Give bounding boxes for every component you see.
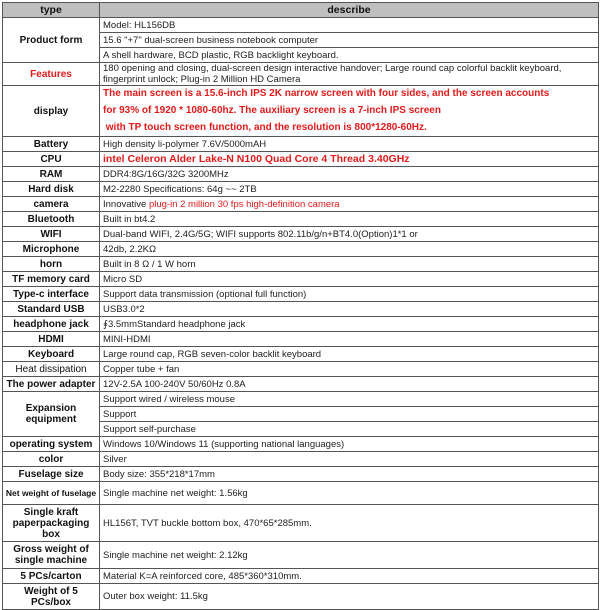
key-net-weight: Net weight of fuselage	[3, 482, 100, 505]
table-row	[3, 362, 599, 377]
table-row	[3, 212, 599, 227]
value-hdmi: MINI-HDMI	[100, 332, 599, 347]
display-line-3: with TP touch screen function, and the resolution is 800*1280-60Hz.	[103, 121, 427, 133]
value-microphone: 42db, 2.2KΩ	[100, 242, 599, 257]
value-expansion-3: Support self-purchase	[100, 422, 599, 437]
key-color: color	[3, 452, 100, 467]
table-row	[3, 227, 599, 242]
value-headphone: ∮3.5mmStandard headphone jack	[100, 317, 599, 332]
table-row	[3, 152, 599, 167]
key-adapter: The power adapter	[3, 377, 100, 392]
key-headphone: headphone jack	[3, 317, 100, 332]
value-cpu: intel Celeron Alder Lake-N N100 Quad Core 4 Thread 3.40GHz	[100, 152, 599, 167]
key-carton: 5 PCs/carton	[3, 569, 100, 584]
value-shell: A shell hardware, BCD plastic, RGB backlight keyboard.	[100, 48, 599, 63]
table-row	[3, 569, 599, 584]
display-line-1: The main screen is a 15.6-inch IPS 2K narrow screen with four sides, and the screen accounts	[103, 88, 550, 99]
value-adapter: 12V-2.5A 100-240V 50/60Hz 0.8A	[100, 377, 599, 392]
key-type-c: Type-c interface	[3, 287, 100, 302]
table-row	[3, 584, 599, 610]
value-fuselage-size: Body size: 355*218*17mm	[100, 467, 599, 482]
key-product-form: Product form	[3, 18, 100, 63]
spec-table	[2, 2, 599, 610]
key-horn: horn	[3, 257, 100, 272]
value-camera	[100, 197, 599, 212]
key-fuselage-size: Fuselage size	[3, 467, 100, 482]
key-camera: camera	[3, 197, 100, 212]
key-gross-weight: Gross weight of single machine	[3, 542, 100, 569]
value-battery: High density li-polymer 7.6V/5000mAH	[100, 137, 599, 152]
table-row	[3, 452, 599, 467]
value-carton: Material K=A reinforced core, 485*360*310mm.	[100, 569, 599, 584]
value-kraft-box: HL156T, TVT buckle bottom box, 470*65*285mm.	[100, 505, 599, 542]
header-row	[3, 3, 599, 18]
table-row	[3, 505, 599, 542]
value-display	[100, 86, 599, 137]
header-type: type	[3, 3, 100, 18]
display-line-2: for 93% of 1920 * 1080-60hz. The auxiliary screen is a 7-inch IPS screen	[103, 104, 441, 116]
key-keyboard: Keyboard	[3, 347, 100, 362]
table-row	[3, 332, 599, 347]
value-gross-weight: Single machine net weight: 2.12kg	[100, 542, 599, 569]
table-row	[3, 86, 599, 137]
key-tf-card: TF memory card	[3, 272, 100, 287]
table-row	[3, 63, 599, 86]
value-model: Model: HL156DB	[100, 18, 599, 33]
table-row	[3, 182, 599, 197]
value-expansion-2: Support	[100, 407, 599, 422]
camera-plain-text: Innovative	[103, 198, 149, 210]
value-keyboard: Large round cap, RGB seven-color backlit keyboard	[100, 347, 599, 362]
key-expansion: Expansion equipment	[3, 392, 100, 437]
key-hard-disk: Hard disk	[3, 182, 100, 197]
header-describe: describe	[100, 3, 599, 18]
table-row	[3, 242, 599, 257]
key-kraft-box: Single kraft paperpackaging box	[3, 505, 100, 542]
table-row	[3, 542, 599, 569]
table-row	[3, 317, 599, 332]
table-row	[3, 482, 599, 505]
key-ram: RAM	[3, 167, 100, 182]
value-type-c: Support data transmission (optional full function)	[100, 287, 599, 302]
value-wifi: Dual-band WIFI, 2.4G/5G; WIFI supports 802.11b/g/n+BT4.0(Option)1*1 or	[100, 227, 599, 242]
table-row	[3, 467, 599, 482]
value-color: Silver	[100, 452, 599, 467]
key-battery: Battery	[3, 137, 100, 152]
spec-sheet	[2, 2, 598, 608]
table-row	[3, 377, 599, 392]
value-horn: Built in 8 Ω / 1 W horn	[100, 257, 599, 272]
table-row	[3, 347, 599, 362]
value-expansion-1: Support wired / wireless mouse	[100, 392, 599, 407]
key-features: Features	[3, 63, 100, 86]
table-row	[3, 137, 599, 152]
key-box-weight: Weight of 5 PCs/box	[3, 584, 100, 610]
value-heat: Copper tube + fan	[100, 362, 599, 377]
table-row	[3, 167, 599, 182]
value-tf-card: Micro SD	[100, 272, 599, 287]
table-row	[3, 272, 599, 287]
value-bluetooth: Built in bt4.2	[100, 212, 599, 227]
key-hdmi: HDMI	[3, 332, 100, 347]
value-features: 180 opening and closing, dual-screen design interactive handover; Large round cap colorful backlit keyboard, fingerprint unlock; Plug-in 2 Million HD Camera	[100, 63, 599, 86]
table-row	[3, 257, 599, 272]
value-net-weight: Single machine net weight: 1.56kg	[100, 482, 599, 505]
value-product-type: 15.6 "+7" dual-screen business notebook computer	[100, 33, 599, 48]
camera-highlight-text: plug-in 2 million 30 fps high-definition camera	[148, 198, 340, 210]
value-usb: USB3.0*2	[100, 302, 599, 317]
table-row	[3, 287, 599, 302]
key-microphone: Microphone	[3, 242, 100, 257]
key-usb: Standard USB	[3, 302, 100, 317]
value-box-weight: Outer box weight: 11.5kg	[100, 584, 599, 610]
table-row	[3, 302, 599, 317]
key-os: operating system	[3, 437, 100, 452]
table-row	[3, 392, 599, 407]
key-wifi: WIFI	[3, 227, 100, 242]
key-bluetooth: Bluetooth	[3, 212, 100, 227]
table-row	[3, 437, 599, 452]
value-ram: DDR4:8G/16G/32G 3200MHz	[100, 167, 599, 182]
key-cpu: CPU	[3, 152, 100, 167]
table-row	[3, 197, 599, 212]
value-hard-disk: M2-2280 Specifications: 64g ~~ 2TB	[100, 182, 599, 197]
key-display: display	[3, 86, 100, 137]
value-os: Windows 10/Windows 11 (supporting national languages)	[100, 437, 599, 452]
key-heat: Heat dissipation	[3, 362, 100, 377]
table-row	[3, 18, 599, 33]
